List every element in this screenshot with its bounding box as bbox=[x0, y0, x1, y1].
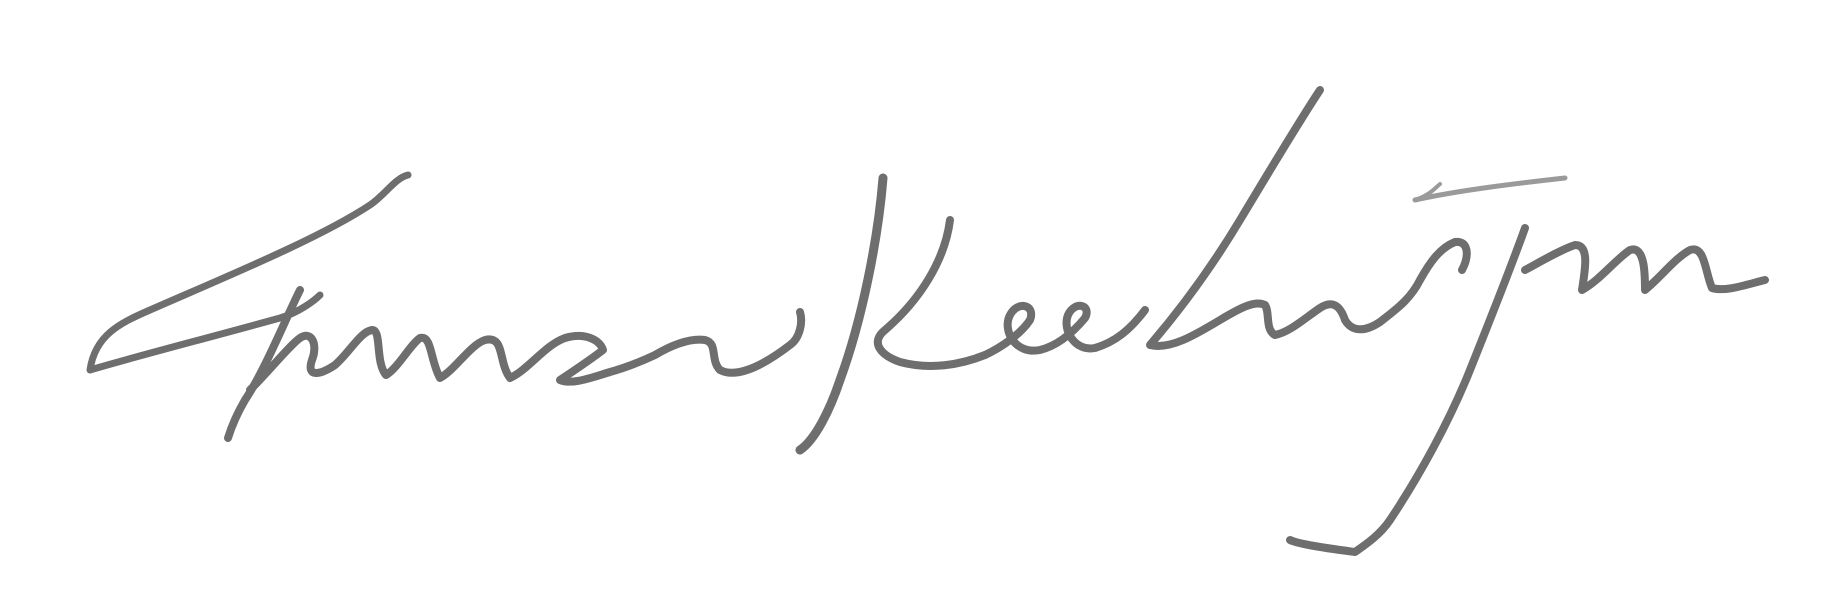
signature-k-stem bbox=[800, 178, 883, 450]
signature-final-letters bbox=[1525, 245, 1765, 290]
signature-first-downstroke bbox=[228, 290, 300, 438]
signature-first-name-letters bbox=[250, 312, 801, 390]
signature-y-loop bbox=[1380, 242, 1467, 322]
signature-surname-letters bbox=[985, 306, 1145, 355]
signature-top-bar bbox=[1415, 178, 1565, 200]
signature-y-descender bbox=[1290, 228, 1525, 552]
signature-tall-ascender bbox=[1150, 90, 1380, 346]
signature-k-arm bbox=[878, 220, 985, 366]
signature-ink bbox=[90, 90, 1765, 552]
